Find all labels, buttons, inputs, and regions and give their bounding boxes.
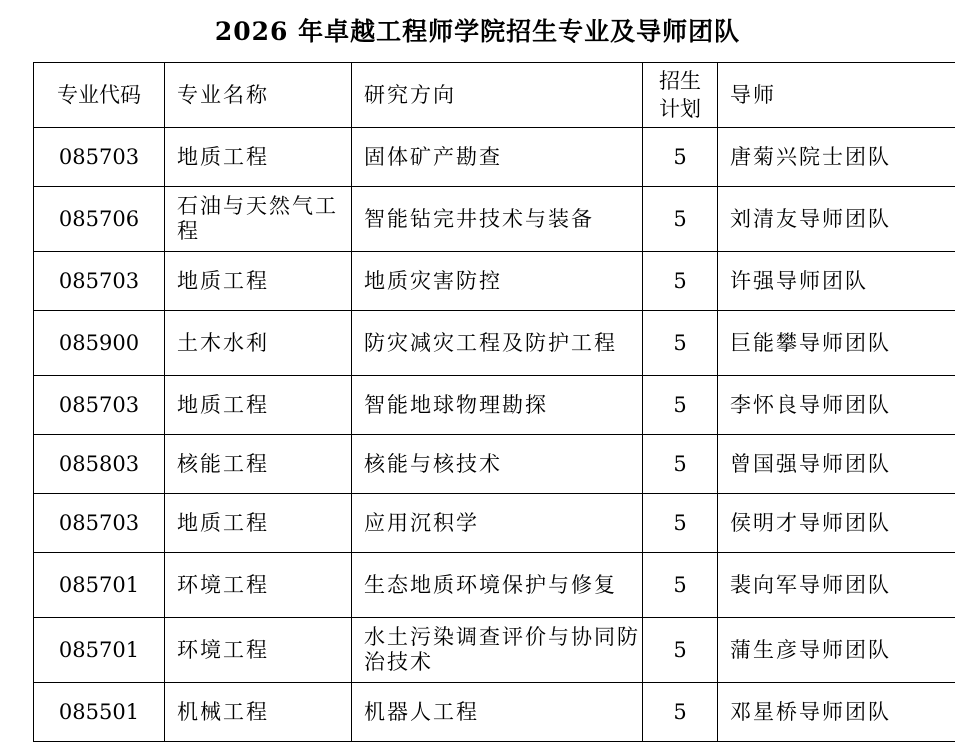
- cell-plan: 5: [643, 618, 718, 683]
- header-plan-line2: 计划: [659, 97, 701, 121]
- cell-name: 环境工程: [165, 553, 352, 618]
- cell-code: 085706: [34, 187, 165, 252]
- cell-code: 085703: [34, 252, 165, 311]
- table-row: [34, 618, 955, 683]
- cell-direction: 智能钻完井技术与装备: [352, 187, 643, 252]
- cell-name: 石油与天然气工程: [165, 187, 352, 252]
- cell-plan: 5: [643, 311, 718, 376]
- table-row: [34, 494, 955, 553]
- cell-name: 地质工程: [165, 494, 352, 553]
- cell-code: 085803: [34, 435, 165, 494]
- table-row: [34, 128, 955, 187]
- cell-mentor: 蒲生彦导师团队: [718, 618, 955, 683]
- table-row: [34, 376, 955, 435]
- header-plan-line1: 招生: [659, 69, 701, 93]
- cell-plan: 5: [643, 553, 718, 618]
- cell-plan: 5: [643, 376, 718, 435]
- document-title: 2026 年卓越工程师学院招生专业及导师团队: [214, 17, 741, 46]
- table-row: [34, 187, 955, 252]
- cell-plan: 5: [643, 252, 718, 311]
- cell-mentor: 曾国强导师团队: [718, 435, 955, 494]
- cell-name: 核能工程: [165, 435, 352, 494]
- cell-mentor: 巨能攀导师团队: [718, 311, 955, 376]
- cell-name: 地质工程: [165, 252, 352, 311]
- table-row: [34, 435, 955, 494]
- cell-plan: 5: [643, 128, 718, 187]
- header-mentor: 导师: [718, 63, 955, 128]
- cell-mentor: 侯明才导师团队: [718, 494, 955, 553]
- cell-direction: 生态地质环境保护与修复: [352, 553, 643, 618]
- table-row: [34, 252, 955, 311]
- cell-name: 地质工程: [165, 128, 352, 187]
- cell-name: 机械工程: [165, 683, 352, 742]
- cell-code: 085701: [34, 618, 165, 683]
- table-row: [34, 553, 955, 618]
- cell-direction: 固体矿产勘查: [352, 128, 643, 187]
- cell-code: 085703: [34, 376, 165, 435]
- cell-mentor: 裴向军导师团队: [718, 553, 955, 618]
- cell-plan: 5: [643, 683, 718, 742]
- cell-direction: 地质灾害防控: [352, 252, 643, 311]
- cell-name: 环境工程: [165, 618, 352, 683]
- cell-plan: 5: [643, 187, 718, 252]
- cell-mentor: 刘清友导师团队: [718, 187, 955, 252]
- cell-direction: 机器人工程: [352, 683, 643, 742]
- cell-name: 土木水利: [165, 311, 352, 376]
- cell-plan: 5: [643, 494, 718, 553]
- cell-mentor: 许强导师团队: [718, 252, 955, 311]
- table-row: [34, 683, 955, 742]
- header-plan: [643, 63, 718, 128]
- cell-direction: 核能与核技术: [352, 435, 643, 494]
- cell-mentor: 李怀良导师团队: [718, 376, 955, 435]
- enrollment-table: [33, 62, 955, 742]
- cell-mentor: 唐菊兴院士团队: [718, 128, 955, 187]
- header-direction: 研究方向: [352, 63, 643, 128]
- cell-code: 085703: [34, 128, 165, 187]
- cell-mentor: 邓星桥导师团队: [718, 683, 955, 742]
- cell-code: 085703: [34, 494, 165, 553]
- table-row: [34, 311, 955, 376]
- cell-direction: 智能地球物理勘探: [352, 376, 643, 435]
- cell-code: 085501: [34, 683, 165, 742]
- cell-name: 地质工程: [165, 376, 352, 435]
- header-code: 专业代码: [34, 63, 165, 128]
- header-name: 专业名称: [165, 63, 352, 128]
- cell-code: 085701: [34, 553, 165, 618]
- cell-code: 085900: [34, 311, 165, 376]
- cell-direction: 防灾减灾工程及防护工程: [352, 311, 643, 376]
- cell-plan: 5: [643, 435, 718, 494]
- cell-direction: 水土污染调查评价与协同防治技术: [352, 618, 643, 683]
- cell-direction: 应用沉积学: [352, 494, 643, 553]
- table-header-row: [34, 63, 955, 128]
